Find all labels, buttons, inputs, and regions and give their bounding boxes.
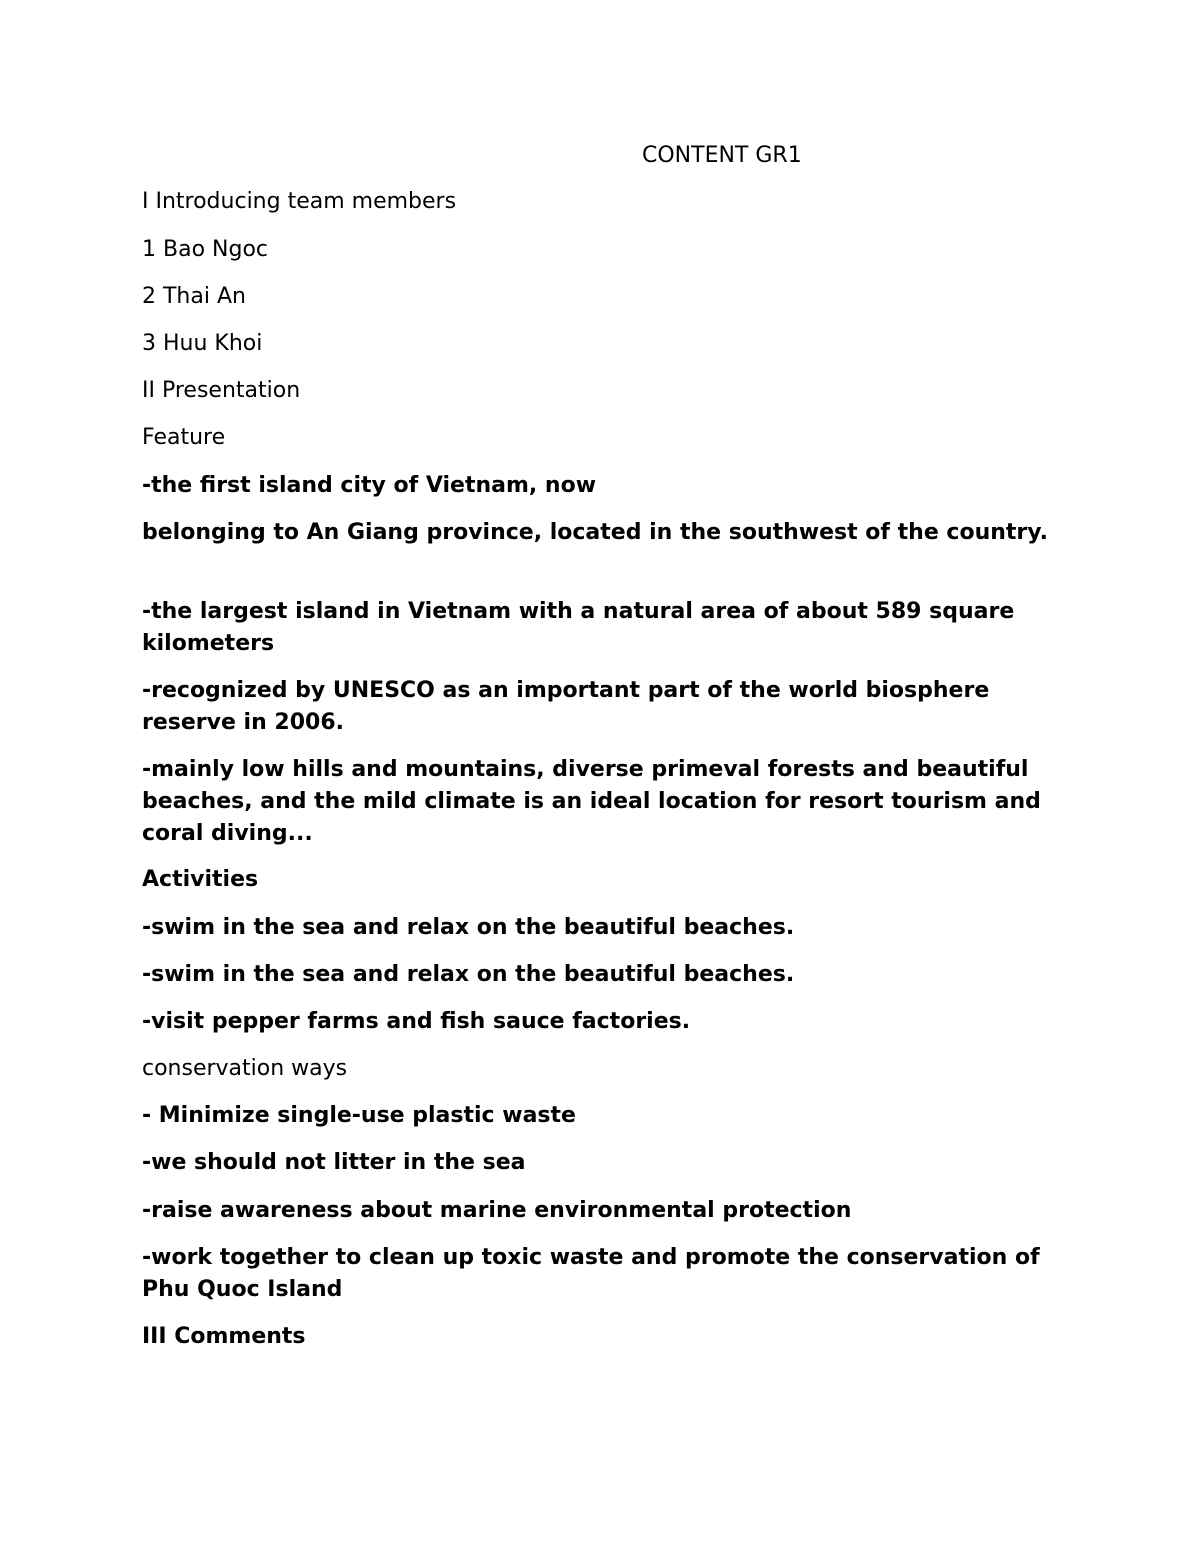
feature-item: -the largest island in Vietnam with a natural area of about 589 square kilometers (142, 599, 1015, 656)
section-heading-team-members: I Introducing team members (142, 189, 457, 214)
document-title: CONTENT GR1 (642, 143, 802, 168)
feature-item: -the first island city of Vietnam, now (142, 473, 597, 498)
feature-item: -mainly low hills and mountains, diverse primeval forests and beautiful beaches, and the mild climate is an ideal location for resort tourism and coral diving... (142, 757, 1041, 846)
conservation-item: -we should not litter in the sea (142, 1150, 526, 1175)
member-item: 2 Thai An (142, 284, 246, 309)
feature-heading: Feature (142, 425, 226, 450)
feature-item: -recognized by UNESCO as an important part of the world biosphere reserve in 2006. (142, 678, 990, 735)
conservation-item: -work together to clean up toxic waste and promote the conservation of Phu Quoc Island (142, 1245, 1040, 1302)
section-heading-comments: III Comments (142, 1324, 306, 1349)
member-item: 1 Bao Ngoc (142, 237, 268, 262)
member-item: 3 Huu Khoi (142, 331, 263, 356)
activities-heading: Activities (142, 867, 259, 892)
section-heading-presentation: II Presentation (142, 378, 301, 403)
conservation-item: -raise awareness about marine environmental protection (142, 1198, 852, 1223)
activity-item: -swim in the sea and relax on the beautiful beaches. (142, 915, 795, 940)
conservation-item: - Minimize single-use plastic waste (142, 1103, 576, 1128)
activity-item: -visit pepper farms and fish sauce factories. (142, 1009, 691, 1034)
activity-item: -swim in the sea and relax on the beautiful beaches. (142, 962, 795, 987)
feature-item: belonging to An Giang province, located in the southwest of the country. (142, 520, 1048, 545)
conservation-heading: conservation ways (142, 1056, 348, 1081)
